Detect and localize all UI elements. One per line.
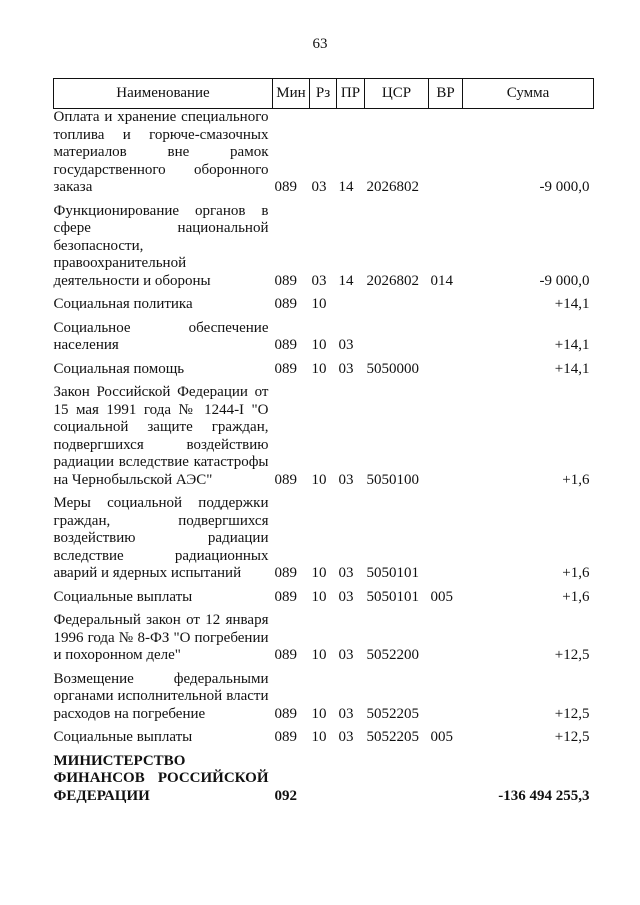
row-name: Меры социальной поддержки граждан, подвергшихся воздействию радиации вследствие радиационных аварий и ядерных испытаний (53, 495, 269, 581)
row-name: Функционирование органов в сфере национальной безопасности, правоохранительной деятельности и обороны (53, 202, 269, 289)
row-min: 089 (274, 360, 297, 377)
row-name: Социальные выплаты (53, 588, 193, 605)
row-name: Социальные выплаты (53, 729, 193, 745)
column-header-rz: Рз (310, 79, 337, 109)
table-row (54, 355, 594, 379)
row-name: Закон Российской Федерации от 15 мая 1991 года № 1244-I "О социальной защите граждан, подвергшихся воздействию радиации вследствие катастрофы на Чернобыльской АЭС" (53, 384, 269, 488)
row-vr (429, 290, 463, 314)
row-name: МИНИСТЕРСТВО ФИНАНСОВ РОССИЙСКОЙ ФЕДЕРАЦИИ (53, 752, 269, 804)
row-csr (365, 314, 429, 355)
row-vr: 005 (430, 729, 453, 745)
row-pr: 14 (338, 179, 354, 195)
row-vr (429, 109, 463, 197)
row-vr (429, 378, 463, 489)
column-header-min: Мин (273, 79, 310, 109)
row-sum: +14,1 (554, 360, 590, 377)
table-row (54, 290, 594, 314)
row-rz: 10 (311, 705, 327, 722)
row-min: 089 (274, 337, 297, 353)
row-sum: +1,6 (562, 588, 590, 605)
budget-table (53, 78, 594, 805)
row-vr (429, 606, 463, 665)
row-vr: 014 (430, 272, 453, 289)
row-rz: 10 (311, 647, 327, 663)
row-rz: 10 (311, 471, 327, 488)
row-name: Оплата и хранение специального топлива и горюче-смазочных материалов вне рамок государственного оборонного заказа (53, 109, 269, 195)
row-sum: +12,5 (554, 729, 590, 745)
row-min: 089 (274, 272, 297, 289)
row-name: Возмещение федеральными органами исполнительной власти расходов на погребение (53, 670, 269, 722)
row-sum: +12,5 (554, 705, 590, 722)
row-sum: -9 000,0 (539, 272, 590, 289)
row-csr (365, 290, 429, 314)
column-header-pr: ПР (337, 79, 365, 109)
row-min: 089 (274, 729, 297, 745)
row-csr (365, 747, 429, 806)
row-name: Социальная политика (53, 296, 193, 312)
row-rz: 10 (311, 360, 327, 377)
row-sum: +1,6 (562, 471, 590, 488)
row-rz: 03 (311, 179, 327, 195)
row-pr: 03 (338, 337, 354, 353)
table-row (54, 197, 594, 291)
table-row (54, 723, 594, 747)
row-vr (429, 489, 463, 583)
row-pr (337, 747, 365, 806)
row-pr: 03 (338, 360, 354, 377)
row-sum: +14,1 (554, 296, 590, 312)
table-header-row (54, 79, 594, 109)
row-name: Социальная помощь (53, 360, 185, 377)
row-pr: 14 (338, 272, 354, 289)
row-min: 089 (274, 179, 297, 195)
row-sum: +12,5 (554, 647, 590, 663)
table-row (54, 314, 594, 355)
row-rz: 10 (311, 729, 327, 745)
row-sum: +1,6 (562, 565, 590, 581)
page-number: 63 (312, 36, 328, 52)
row-name: Федеральный закон от 12 января 1996 года № 8-ФЗ "О погребении и похоронном деле" (53, 612, 269, 663)
row-pr: 03 (338, 729, 354, 745)
column-header-sum: Сумма (463, 79, 594, 109)
row-csr: 5052205 (366, 705, 419, 722)
table-row (54, 583, 594, 607)
row-csr: 5050101 (366, 565, 419, 581)
row-rz: 10 (311, 337, 327, 353)
row-csr: 2026802 (366, 179, 419, 195)
row-min: 089 (274, 647, 297, 663)
row-vr (429, 314, 463, 355)
column-header-name: Наименование (54, 79, 273, 109)
row-csr: 5050000 (366, 360, 419, 377)
budget-table-container (53, 78, 593, 805)
row-sum: +14,1 (554, 337, 590, 353)
row-pr: 03 (338, 588, 354, 605)
row-csr: 2026802 (366, 272, 419, 289)
row-vr (429, 747, 463, 806)
column-header-vr: ВР (429, 79, 463, 109)
row-sum: -9 000,0 (539, 179, 590, 195)
row-vr: 005 (430, 588, 453, 605)
table-row (54, 378, 594, 489)
row-csr: 5052205 (366, 729, 419, 745)
row-rz: 03 (311, 272, 327, 289)
row-rz: 10 (311, 565, 327, 581)
row-min: 092 (274, 787, 297, 804)
row-min: 089 (274, 296, 297, 312)
row-sum: -136 494 255,3 (498, 787, 590, 804)
row-csr: 5052200 (366, 647, 419, 663)
row-vr (429, 355, 463, 379)
row-rz (310, 747, 337, 806)
row-min: 089 (274, 705, 297, 722)
row-rz: 10 (311, 296, 327, 312)
row-pr: 03 (338, 705, 354, 722)
table-row (54, 109, 594, 197)
row-pr (337, 290, 365, 314)
row-pr: 03 (338, 647, 354, 663)
table-row (54, 489, 594, 583)
table-row (54, 665, 594, 724)
row-pr: 03 (338, 565, 354, 581)
row-pr: 03 (338, 471, 354, 488)
column-header-csr: ЦСР (365, 79, 429, 109)
row-csr: 5050101 (366, 588, 419, 605)
row-min: 089 (274, 565, 297, 581)
table-row (54, 606, 594, 665)
table-row-ministry-total (54, 747, 594, 806)
row-min: 089 (274, 471, 297, 488)
row-min: 089 (274, 588, 297, 605)
row-vr (429, 665, 463, 724)
row-csr: 5050100 (366, 471, 419, 488)
row-rz: 10 (311, 588, 327, 605)
row-name: Социальное обеспечение населения (53, 319, 269, 353)
